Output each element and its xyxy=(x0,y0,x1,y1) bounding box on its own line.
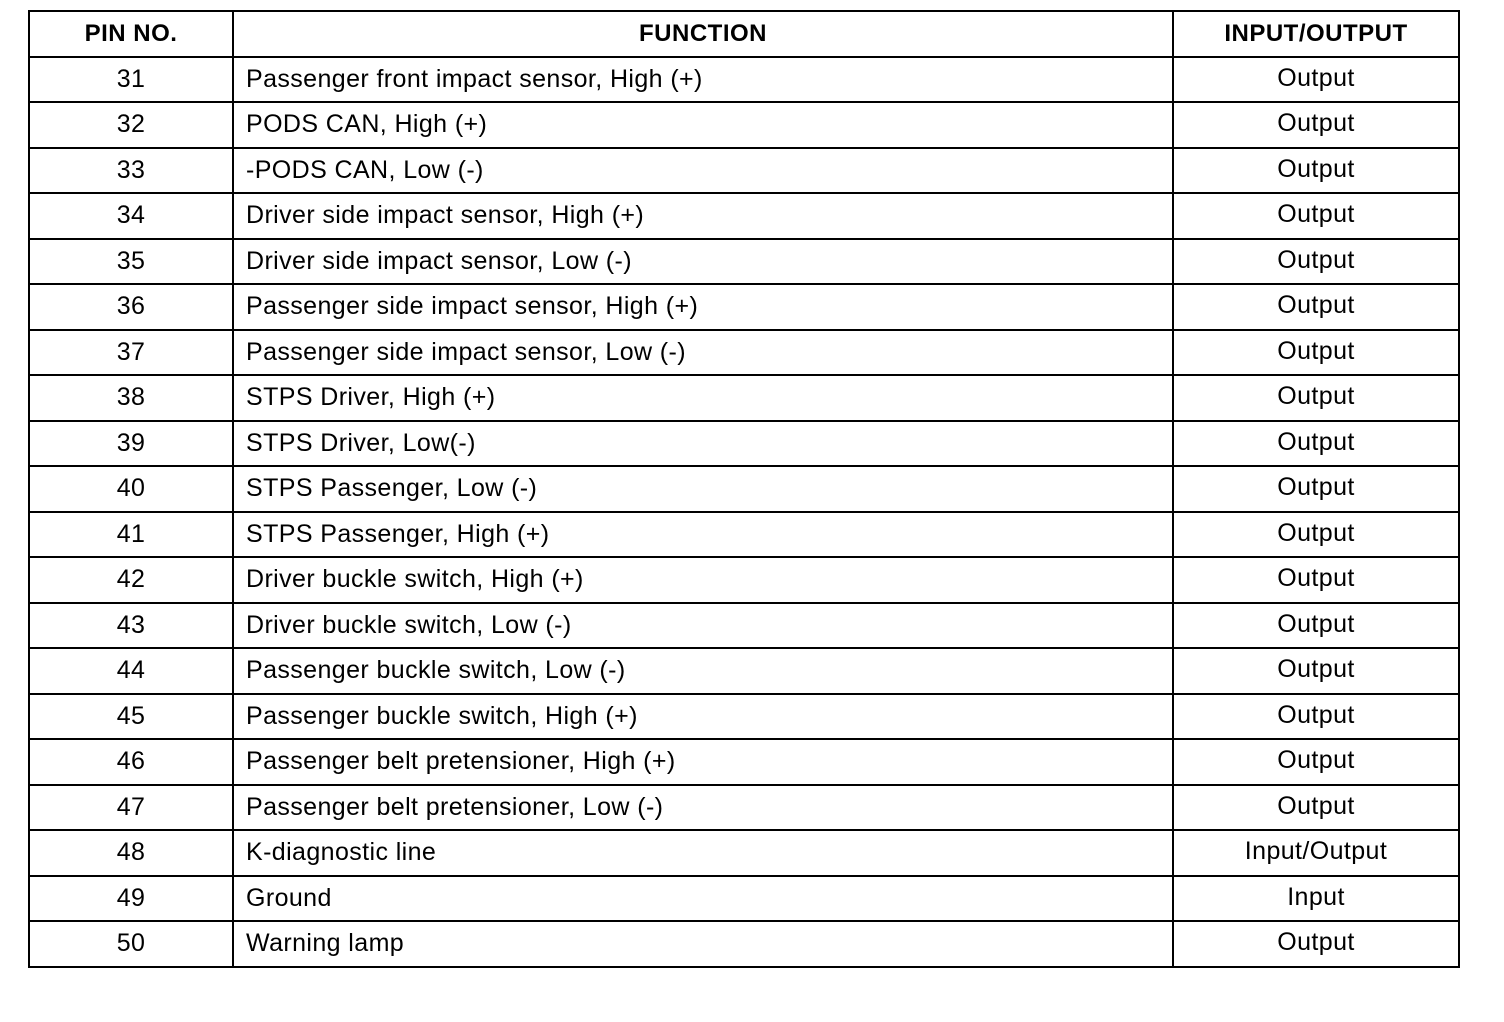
table-row xyxy=(29,785,1459,831)
input-output-cell: Output xyxy=(1173,921,1459,967)
pin-number-cell: 44 xyxy=(29,648,233,694)
table-row xyxy=(29,603,1459,649)
pin-number-cell: 43 xyxy=(29,603,233,649)
pin-number-cell: 45 xyxy=(29,694,233,740)
table-row xyxy=(29,512,1459,558)
pin-number-cell: 41 xyxy=(29,512,233,558)
header-input-output: INPUT/OUTPUT xyxy=(1173,11,1459,57)
table-row xyxy=(29,557,1459,603)
input-output-cell: Output xyxy=(1173,148,1459,194)
input-output-cell: Output xyxy=(1173,193,1459,239)
input-output-cell: Input xyxy=(1173,876,1459,922)
function-cell: Passenger belt pretensioner, Low (-) xyxy=(233,785,1173,831)
input-output-cell: Output xyxy=(1173,102,1459,148)
input-output-cell: Output xyxy=(1173,375,1459,421)
pin-number-cell: 48 xyxy=(29,830,233,876)
input-output-cell: Input/Output xyxy=(1173,830,1459,876)
table-row xyxy=(29,466,1459,512)
pin-number-cell: 39 xyxy=(29,421,233,467)
input-output-cell: Output xyxy=(1173,739,1459,785)
pin-number-cell: 31 xyxy=(29,57,233,103)
pin-number-cell: 34 xyxy=(29,193,233,239)
table-row xyxy=(29,57,1459,103)
table-header xyxy=(29,11,1459,57)
input-output-cell: Output xyxy=(1173,421,1459,467)
function-cell: Passenger buckle switch, Low (-) xyxy=(233,648,1173,694)
table-row xyxy=(29,694,1459,740)
header-row xyxy=(29,11,1459,57)
table-body xyxy=(29,57,1459,967)
function-cell: STPS Passenger, High (+) xyxy=(233,512,1173,558)
function-cell: Passenger buckle switch, High (+) xyxy=(233,694,1173,740)
function-cell: Passenger front impact sensor, High (+) xyxy=(233,57,1173,103)
table-row xyxy=(29,876,1459,922)
pin-number-cell: 33 xyxy=(29,148,233,194)
table-row xyxy=(29,921,1459,967)
table-row xyxy=(29,284,1459,330)
pin-number-cell: 40 xyxy=(29,466,233,512)
function-cell: STPS Passenger, Low (-) xyxy=(233,466,1173,512)
table-row xyxy=(29,239,1459,285)
function-cell: K-diagnostic line xyxy=(233,830,1173,876)
pin-number-cell: 37 xyxy=(29,330,233,376)
pin-function-table xyxy=(28,10,1460,968)
table-row xyxy=(29,148,1459,194)
function-cell: Warning lamp xyxy=(233,921,1173,967)
table-row xyxy=(29,830,1459,876)
input-output-cell: Output xyxy=(1173,330,1459,376)
function-cell: -PODS CAN, Low (-) xyxy=(233,148,1173,194)
input-output-cell: Output xyxy=(1173,785,1459,831)
input-output-cell: Output xyxy=(1173,512,1459,558)
input-output-cell: Output xyxy=(1173,284,1459,330)
pin-number-cell: 49 xyxy=(29,876,233,922)
pin-number-cell: 42 xyxy=(29,557,233,603)
function-cell: Driver buckle switch, Low (-) xyxy=(233,603,1173,649)
header-pin-no: PIN NO. xyxy=(29,11,233,57)
input-output-cell: Output xyxy=(1173,239,1459,285)
pin-number-cell: 46 xyxy=(29,739,233,785)
input-output-cell: Output xyxy=(1173,603,1459,649)
table-row xyxy=(29,330,1459,376)
function-cell: Passenger belt pretensioner, High (+) xyxy=(233,739,1173,785)
input-output-cell: Output xyxy=(1173,466,1459,512)
function-cell: Driver side impact sensor, High (+) xyxy=(233,193,1173,239)
function-cell: Driver buckle switch, High (+) xyxy=(233,557,1173,603)
function-cell: Passenger side impact sensor, High (+) xyxy=(233,284,1173,330)
input-output-cell: Output xyxy=(1173,694,1459,740)
function-cell: Ground xyxy=(233,876,1173,922)
pin-number-cell: 38 xyxy=(29,375,233,421)
function-cell: STPS Driver, Low(-) xyxy=(233,421,1173,467)
pin-number-cell: 36 xyxy=(29,284,233,330)
function-cell: STPS Driver, High (+) xyxy=(233,375,1173,421)
pin-number-cell: 32 xyxy=(29,102,233,148)
pin-number-cell: 47 xyxy=(29,785,233,831)
input-output-cell: Output xyxy=(1173,648,1459,694)
table-row xyxy=(29,421,1459,467)
input-output-cell: Output xyxy=(1173,57,1459,103)
table-row xyxy=(29,739,1459,785)
input-output-cell: Output xyxy=(1173,557,1459,603)
pin-number-cell: 50 xyxy=(29,921,233,967)
function-cell: PODS CAN, High (+) xyxy=(233,102,1173,148)
pin-number-cell: 35 xyxy=(29,239,233,285)
header-function: FUNCTION xyxy=(233,11,1173,57)
table-row xyxy=(29,375,1459,421)
function-cell: Passenger side impact sensor, Low (-) xyxy=(233,330,1173,376)
table-row xyxy=(29,648,1459,694)
function-cell: Driver side impact sensor, Low (-) xyxy=(233,239,1173,285)
table-row xyxy=(29,193,1459,239)
table-row xyxy=(29,102,1459,148)
